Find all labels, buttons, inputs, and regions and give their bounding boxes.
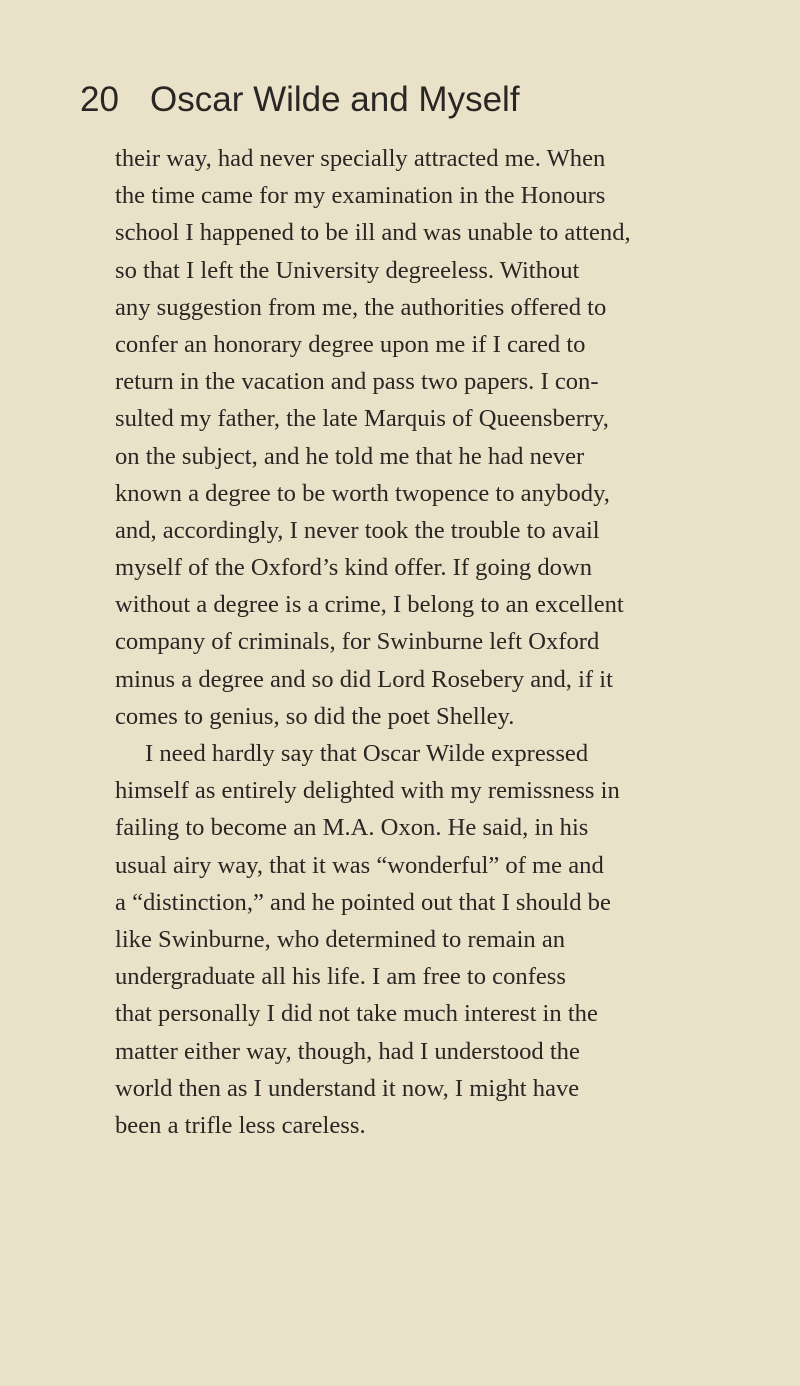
text-line: usual airy way, that it was “wonderful” of me and	[115, 851, 604, 879]
text-line: the time came for my examination in the Honours	[115, 182, 606, 210]
text-line: their way, had never specially attracted me. When	[115, 145, 606, 172]
text-line: so that I left the University degreeless. Without	[115, 256, 580, 284]
text-line: himself as entirely delighted with my remissness in	[115, 777, 620, 805]
text-line: sulted my father, the late Marquis of Queensberry,	[115, 405, 609, 433]
page-number: 20	[80, 80, 119, 119]
text-line: been a trifle less careless.	[115, 1111, 366, 1139]
body-text	[115, 140, 800, 1144]
text-line: and, accordingly, I never took the trouble to avail	[115, 516, 600, 544]
text-line: return in the vacation and pass two papers. I con-	[115, 368, 599, 396]
text-line: minus a degree and so did Lord Rosebery and, if it	[115, 665, 613, 693]
text-line: undergraduate all his life. I am free to confess	[115, 963, 566, 991]
text-line: myself of the Oxford’s kind offer. If going down	[115, 554, 592, 582]
text-line: world then as I understand it now, I might have	[115, 1074, 580, 1102]
text-line: company of criminals, for Swinburne left Oxford	[115, 628, 600, 656]
text-line: comes to genius, so did the poet Shelley.	[115, 702, 515, 730]
running-head	[80, 80, 520, 130]
text-line: school I happened to be ill and was unable to attend,	[115, 219, 631, 247]
text-line: known a degree to be worth twopence to anybody,	[115, 479, 610, 507]
paragraph-first-line: I need hardly say that Oscar Wilde expressed	[145, 740, 589, 767]
text-line: a “distinction,” and he pointed out that I should be	[115, 888, 611, 916]
running-title: Oscar Wilde and Myself	[150, 80, 520, 119]
text-line: on the subject, and he told me that he had never	[115, 442, 585, 470]
text-line: matter either way, though, had I understood the	[115, 1037, 580, 1065]
text-line: failing to become an M.A. Oxon. He said, in his	[115, 814, 589, 842]
text-line: any suggestion from me, the authorities offered to	[115, 293, 607, 321]
text-line: confer an honorary degree upon me if I cared to	[115, 330, 586, 358]
text-line: like Swinburne, who determined to remain an	[115, 925, 566, 953]
text-line: that personally I did not take much interest in the	[115, 1000, 598, 1028]
text-line: without a degree is a crime, I belong to an excellent	[115, 591, 624, 619]
